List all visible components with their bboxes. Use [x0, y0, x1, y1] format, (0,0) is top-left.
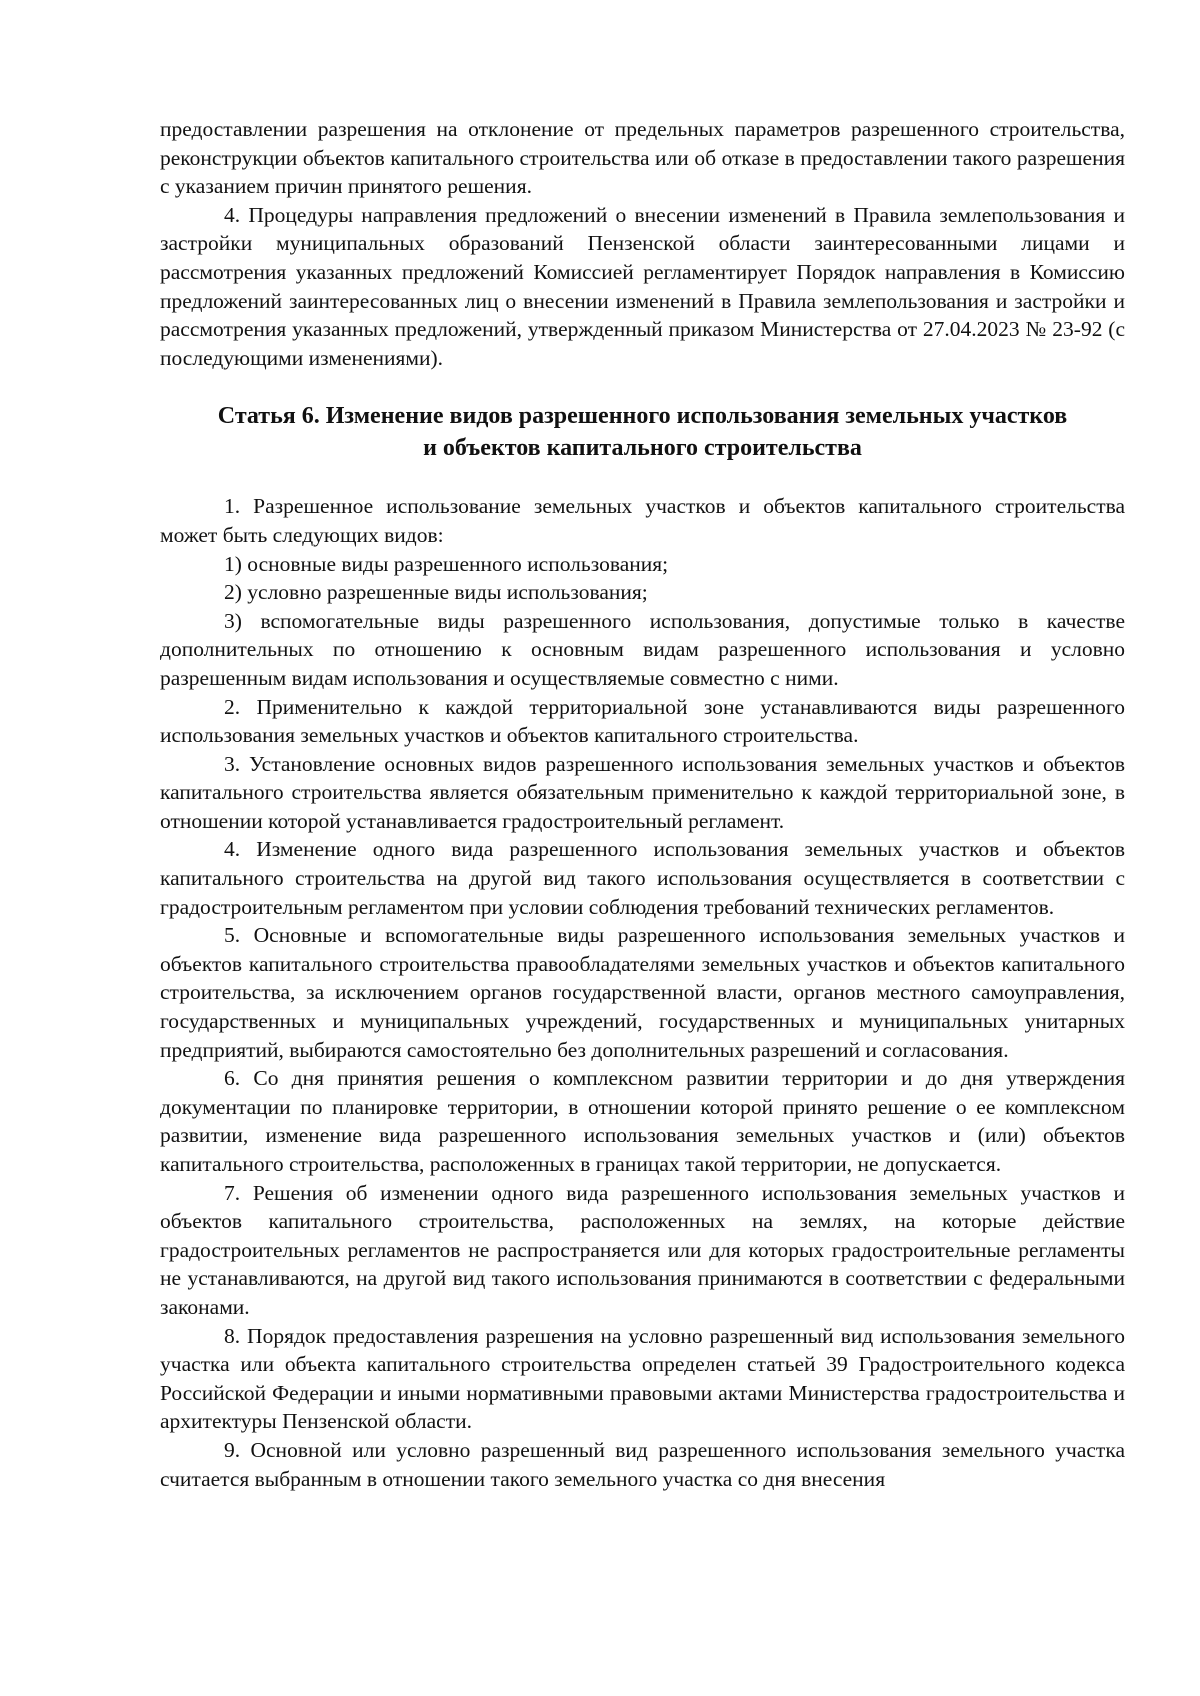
article-paragraph-3: 3. Установление основных видов разрешенного использования земельных участков и объектов капитального строительства является обязательным применительно к каждой территориальной зоне, в отношении которой устанавливается градостроительный регламент.: [160, 751, 1125, 833]
article-paragraph-2: 2. Применительно к каждой территориальной зоне устанавливаются виды разрешенного использования земельных участков и объектов капитального строительства.: [160, 694, 1125, 748]
article-paragraph-4: 4. Изменение одного вида разрешенного использования земельных участков и объектов капитального строительства на другой вид такого использования осуществляется в соответствии с градостроительным регламентом при условии соблюдения требований технических регламентов.: [160, 837, 1125, 919]
article-paragraph-1: 1. Разрешенное использование земельных участков и объектов капитального строительства может быть следующих видов:: [160, 494, 1125, 547]
article-list-item-1: 1) основные виды разрешенного использования;: [224, 551, 669, 576]
item-4-paragraph: 4. Процедуры направления предложений о внесении изменений в Правила землепользования и застройки муниципальных образований Пензенской области заинтересованными лицами и рассмотрения указанных предложений Комиссией регламентирует Порядок направления в Комиссию предложений заинтересованных лиц о внесении изменений в Правила землепользования и застройки и рассмотрения указанных предложений, утвержденный приказом Министерства от 27.04.2023 № 23-92 (с последующими изменениями).: [160, 202, 1125, 370]
article-paragraph-6: 6. Со дня принятия решения о комплексном развитии территории и до дня утверждения документации по планировке территории, в отношении которой принято решение о ее комплексном развитии, изменение вида разрешенного использования земельных участков и (или) объектов капитального строительства, расположенных в границах такой территории, не допускается.: [160, 1066, 1125, 1176]
intro-paragraph: предоставлении разрешения на отклонение от предельных параметров разрешенного строительства, реконструкции объектов капитального строительства или об отказе в предоставлении такого разрешения с указанием причин принятого решения.: [160, 117, 1125, 199]
article-paragraph-7: 7. Решения об изменении одного вида разрешенного использования земельных участков и объектов капитального строительства, расположенных на землях, на которые действие градостроительных регламентов не распространяется или для которых градостроительные регламенты не устанавливаются, на другой вид такого использования принимаются в соответствии с федеральными законами.: [160, 1180, 1125, 1319]
document-body: [160, 115, 1125, 1493]
article-title-line-2: и объектов капитального строительства: [423, 435, 862, 462]
article-paragraph-9: 9. Основной или условно разрешенный вид разрешенного использования земельного участка считается выбранным в отношении такого земельного участка со дня внесения: [160, 1437, 1125, 1491]
article-list-item-2: 2) условно разрешенные виды использования;: [224, 580, 648, 605]
article-6-title: [160, 400, 1125, 464]
article-list-item-3: 3) вспомогательные виды разрешенного использования, допустимые только в качестве дополнительных по отношению к основным видам разрешенного использования и условно разрешенным видам использования и осуществляемые совместно с ними.: [160, 608, 1125, 690]
article-title-line-1: Статья 6. Изменение видов разрешенного использования земельных участков: [217, 403, 1068, 430]
article-paragraph-5: 5. Основные и вспомогательные виды разрешенного использования земельных участков и объектов капитального строительства правообладателями земельных участков и объектов капитального строительства, за исключением органов государственной власти, органов местного самоуправления, государственных и муниципальных учреждений, государственных и муниципальных унитарных предприятий, выбираются самостоятельно без дополнительных разрешений и согласования.: [160, 923, 1125, 1062]
article-paragraph-8: 8. Порядок предоставления разрешения на условно разрешенный вид использования земельного участка или объекта капитального строительства определен статьей 39 Градостроительного кодекса Российской Федерации и иными нормативными правовыми актами Министерства градостроительства и архитектуры Пензенской области.: [160, 1323, 1125, 1434]
